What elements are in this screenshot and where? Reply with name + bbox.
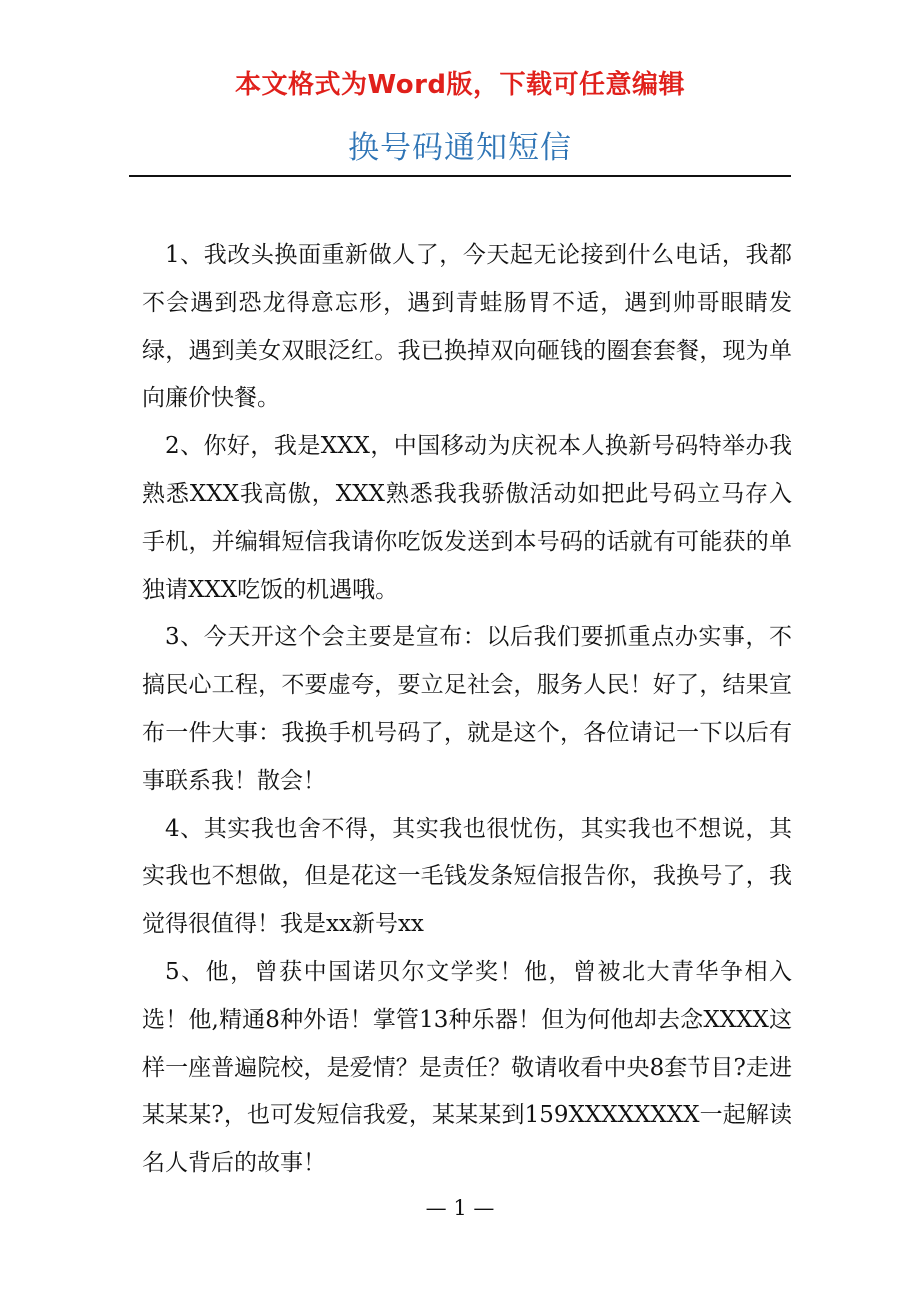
title-divider [129,175,791,177]
paragraph-3: 3、今天开这个会主要是宣布：以后我们要抓重点办实事，不搞民心工程，不要虚夸，要立足社会，服务人民！好了，结果宣布一件大事：我换手机号码了，就是这个，各位请记一下以后有事联系我！散会！ [142,624,792,794]
page-number: — 1 — [425,1196,495,1220]
document-body [142,232,792,1188]
paragraph-1: 1、我改头换面重新做人了，今天起无论接到什么电话，我都不会遇到恐龙得意忘形，遇到青蛙肠胃不适，遇到帅哥眼睛发绿，遇到美女双眼泛红。我已换掉双向砸钱的圈套套餐，现为单向廉价快餐。 [142,242,792,412]
word-format-banner: 本文格式为Word版，下载可任意编辑 [234,70,686,100]
document-title: 换号码通知短信 [348,130,572,166]
paragraph-5: 5、他，曾获中国诺贝尔文学奖！他，曾被北大青华争相入选！他,精通8种外语！掌管13种乐器！但为何他却去念XXXX这样一座普遍院校，是爱情？是责任？敬请收看中央8套节目?走进某某某?，也可发短信我爱，某某某到159XXXXXXXX一起解读名人背后的故事！ [142,958,792,1177]
paragraph-4: 4、其实我也舍不得，其实我也很忧伤，其实我也不想说，其实我也不想做，但是花这一毛钱发条短信报告你，我换号了，我觉得很值得！我是xx新号xx [142,815,792,938]
paragraph-2: 2、你好，我是XXX，中国移动为庆祝本人换新号码特举办我熟悉XXX我高傲，XXX熟悉我我骄傲活动如把此号码立马存入手机，并编辑短信我请你吃饭发送到本号码的话就有可能获的单独请XXX吃饭的机遇哦。 [142,433,792,603]
